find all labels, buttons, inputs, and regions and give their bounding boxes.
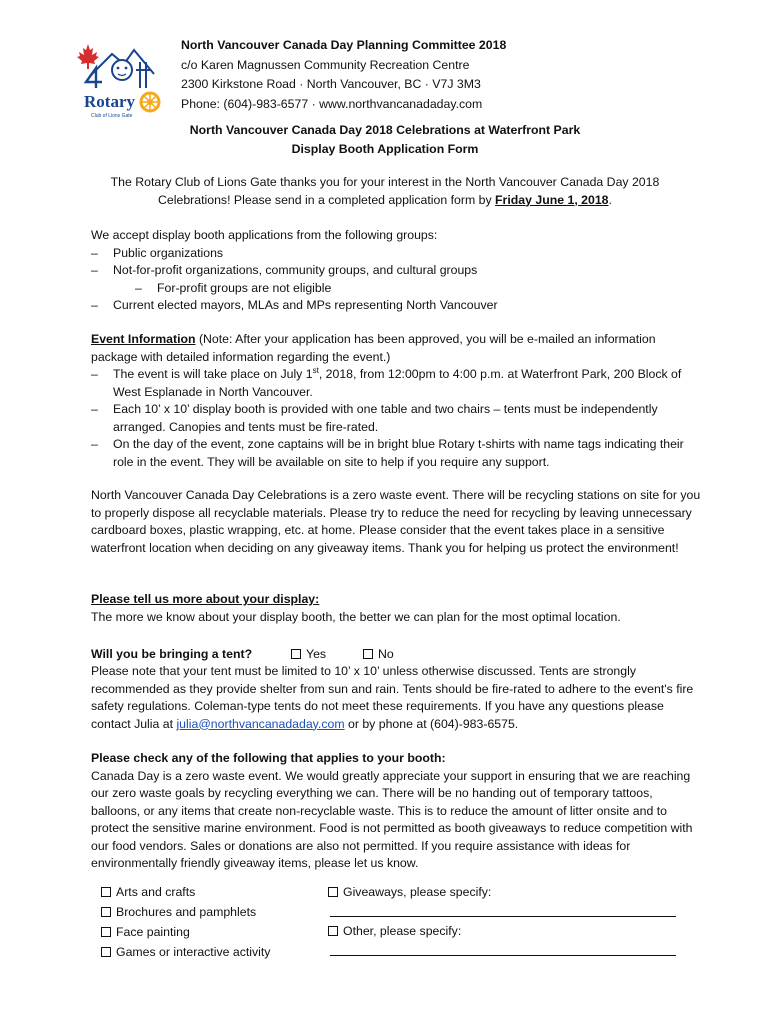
contact-line: Phone: (604)-983-6577 · www.northvancanadaday.com xyxy=(181,96,483,111)
address-line-care-of: c/o Karen Magnussen Community Recreation Centre xyxy=(181,57,470,72)
display-heading: Please tell us more about your display: xyxy=(91,592,320,606)
option-face-painting[interactable]: Face painting xyxy=(101,922,270,942)
lion-head-icon xyxy=(112,60,132,80)
intro-line-1: The Rotary Club of Lions Gate thanks you for your interest in the North Vancouver Canada Day 2018 xyxy=(110,175,660,189)
event-title: North Vancouver Canada Day 2018 Celebrations at Waterfront Park xyxy=(189,123,581,137)
list-item: – On the day of the event, zone captains will be in bright blue Rotary t-shirts with name tags indicating their role in the event. They will be available on site to help if you require any support. xyxy=(91,436,701,471)
option-arts-and-crafts[interactable]: Arts and crafts xyxy=(101,882,270,902)
list-item: – Not-for-profit organizations, community groups, and cultural groups xyxy=(91,262,701,280)
list-item: – The event is will take place on July 1st, 2018, from 12:00pm to 4:00 p.m. at Waterfront Park, 200 Block of West Esplanade in North Vancouver. xyxy=(91,366,701,401)
checkbox[interactable] xyxy=(328,887,338,897)
event-information-intro xyxy=(91,331,701,366)
other-specify-line[interactable] xyxy=(330,955,676,956)
checkbox[interactable] xyxy=(101,947,111,957)
option-giveaways[interactable]: Giveaways, please specify: xyxy=(328,882,676,902)
event-information-section xyxy=(91,331,701,471)
rotary-lions-gate-logo xyxy=(72,40,172,120)
giveaways-specify-line[interactable] xyxy=(330,916,676,917)
option-other[interactable]: Other, please specify: xyxy=(328,921,676,941)
rotary-wheel-icon xyxy=(141,93,159,111)
form-title xyxy=(0,121,770,159)
address-line-street: 2300 Kirkstone Road · North Vancouver, BC · V7J 3M3 xyxy=(181,77,481,91)
list-item: – Public organizations xyxy=(91,245,701,263)
organization-address xyxy=(181,36,506,114)
deadline-date: Friday June 1, 2018 xyxy=(495,192,609,207)
tent-yes-checkbox[interactable] xyxy=(291,649,301,659)
list-item: – Current elected mayors, MLAs and MPs representing North Vancouver xyxy=(91,297,701,315)
booth-options-right xyxy=(328,882,676,956)
list-item: – Each 10’ x 10’ display booth is provided with one table and two chairs – tents must be independently arranged. Canopies and tents must be fire-rated. xyxy=(91,401,701,436)
booth-checks-section xyxy=(91,750,701,873)
event-information-list xyxy=(91,366,701,471)
checkbox[interactable] xyxy=(101,927,111,937)
tent-no-checkbox[interactable] xyxy=(363,649,373,659)
intro-paragraph xyxy=(0,174,770,209)
organization-name: North Vancouver Canada Day Planning Committee 2018 xyxy=(181,38,507,52)
tent-yes-label: Yes xyxy=(306,647,327,661)
tent-yes-option[interactable] xyxy=(291,646,326,664)
tent-no-option[interactable] xyxy=(363,646,394,664)
tent-notes: Please note that your tent must be limited to 10’ x 10’ unless otherwise discussed. Tents are strongly recommended as they provide shelter from sun and rain. Tents should be fire-rated to adhere to the event's fire safety regulations. Coleman-type tents do not meet these requirements. If you have any questions please contact Julia at julia@northvancanadaday.com or by phone at (604)-983-6575. xyxy=(91,664,694,731)
maple-leaf-icon xyxy=(77,44,99,69)
zero-waste-paragraph: North Vancouver Canada Day Celebrations is a zero waste event. There will be recycling stations on site for you to properly dispose all recyclable materials. Please try to reduce the need for recycling by leaving unnecessary cardboard boxes, plastic wrapping, etc. at home. Please consider that the event takes place in a sensitive waterfront location when deciding on any giveaway items. Thank you for helping us protect the environment! xyxy=(91,488,701,555)
booth-options-left xyxy=(101,882,270,962)
checkbox[interactable] xyxy=(328,926,338,936)
option-games[interactable]: Games or interactive activity xyxy=(101,942,270,962)
event-information-heading: Event Information xyxy=(91,332,196,346)
booth-checks-heading: Please check any of the following that applies to your booth: xyxy=(91,751,446,765)
list-item: – For-profit groups are not eligible xyxy=(91,280,701,298)
option-brochures[interactable]: Brochures and pamphlets xyxy=(101,902,270,922)
booth-checks-text: Canada Day is a zero waste event. We would greatly appreciate your support in ensuring that we are reaching our zero waste goals by recycling everything we can. There will be no handing out of temporary tattoos, balloons, or any items that create non-recyclable waste. This is to reduce the amount of litter onsite and to protect the sensitive marine environment. Food is not permitted as booth giveaways to reduce competition with our food vendors. Sales or donations are also not permitted. If you require assistance with ideas for environmentally friendly giveaway items, please let us know. xyxy=(91,768,693,870)
eligible-groups-section xyxy=(91,227,701,315)
display-section xyxy=(91,591,701,626)
club-subtext: Club of Lions Gate xyxy=(91,113,133,119)
checkbox[interactable] xyxy=(101,887,111,897)
eligible-groups-lead: We accept display booth applications from the following groups: xyxy=(91,228,438,242)
checkbox[interactable] xyxy=(101,907,111,917)
display-text: The more we know about your display booth, the better we can plan for the most optimal location. xyxy=(91,609,621,624)
event-information-note: (Note: After your application has been approved, you will be e-mailed an information package with detailed information regarding the event.) xyxy=(91,332,656,364)
anniversary-4-glyph xyxy=(86,68,102,88)
tent-question: Will you be bringing a tent? xyxy=(91,647,253,661)
form-subtitle: Display Booth Application Form xyxy=(291,142,479,156)
contact-email-link[interactable]: julia@northvancanadaday.com xyxy=(176,716,345,731)
intro-line-2: Celebrations! Please send in a completed application form by Friday June 1, 2018. xyxy=(158,192,612,207)
eligible-groups-list xyxy=(91,245,701,315)
rotary-wordmark: Rotary xyxy=(84,92,135,111)
tent-no-label: No xyxy=(378,647,394,661)
